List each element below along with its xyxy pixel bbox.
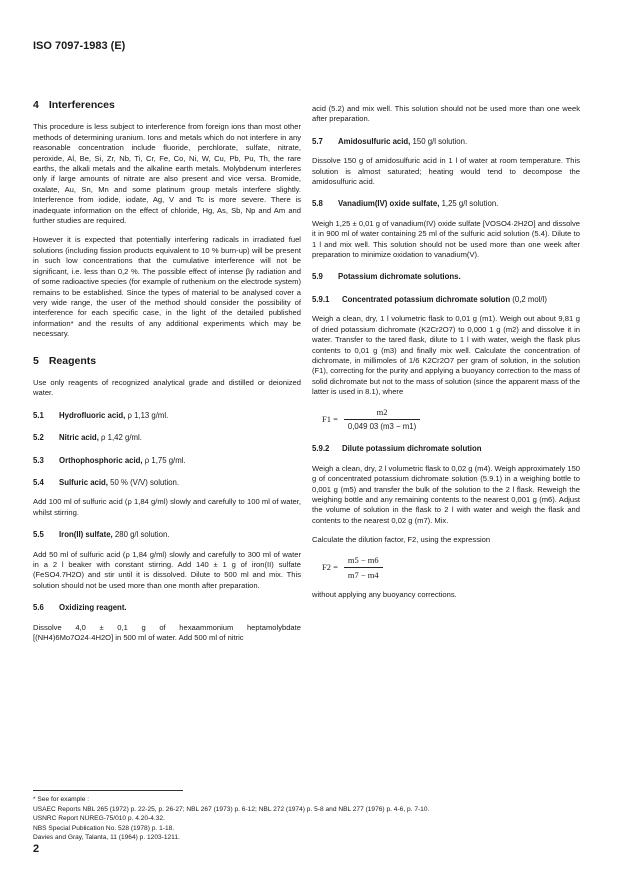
page-number: 2: [33, 843, 40, 855]
footnote-rule: [33, 790, 183, 791]
left-column: [33, 100, 301, 652]
page-header: ISO 7097-1983 (E): [33, 40, 126, 52]
footnote-line-5: Davies and Gray, Talanta, 11 (1964) p. 1203-1211.: [33, 834, 180, 842]
section-4-paragraph-2: However it is expected that potentially interfering radicals in irradiated fuel solutions (including fission products equivalent to 10 % burn-up) will be present in such low concentrations that the cumulative interference will not be significant, i.e. less than 0,2 %. The possible effect of intense βγ radiation and of some radioactive species (for example of ruthenium on the electrode system) remains to be established. Since the types of material to be analysed cover a very wide range, the user of the method should consider the possibility of interference for each specific case, in the light of the detailed published information* and the results of any additional experiments which may be necessary.: [33, 235, 301, 339]
section-5-9-1-heading: 5.9.1 Concentrated potassium dichromate solution (0,2 mol/l): [312, 294, 547, 304]
section-5-paragraph: Use only reagents of recognized analytical grade and distilled or deionized water.: [33, 377, 301, 398]
section-4-paragraph-1: This procedure is less subject to interference from foreign ions than most other methods of determining uranium. Ions and metals which do not interfere in any reasonable concentration include fluoride, perchlorate, sulfate, nitrate, peroxide, Al, Be, Si, Zr, Nb, Ti, Cr, Fe, Co, Ni, W, Cu, Pb, Pu, Th, the rare earths, the alkali metals and the alkaline earth metals. Molybdenum interferes only if large amounts of nitrate are also present and vice versa. Bromide, oxalate, Au, Sn, Mn and some platinum group metals interfere slightly. Interference from iodide, iodate, Ag, V and Tc is more severe. There is inadequate information on the effect of chloride, Hg, As, Sb, Np and Am and further studies are required.: [33, 122, 301, 226]
section-5-7-paragraph: Dissolve 150 g of amidosulfuric acid in 1 l of water at room temperature. This solution is almost saturated; heating would tend to decompose the amidosulfuric acid.: [312, 156, 580, 187]
footnote-line-4: NBS Special Publication No. 528 (1978) p. 1-18.: [33, 824, 175, 832]
continued-paragraph: acid (5.2) and mix well. This solution should not be used more than one week after preparation.: [312, 104, 580, 124]
section-4-heading: 4 Interferences: [33, 99, 115, 111]
section-5-9-2-paragraph-2: Calculate the dilution factor, F2, using the expression: [312, 535, 491, 545]
section-5-7-heading: 5.7 Amidosulfuric acid, 150 g/l solution.: [312, 136, 468, 146]
section-5-heading: 5 Reagents: [33, 354, 97, 367]
section-5-9-2-heading: 5.9.2 Dilute potassium dichromate solution: [312, 444, 482, 454]
section-5-2-heading: 5.2 Nitric acid, ρ 1,42 g/ml.: [33, 433, 142, 443]
right-column: [312, 104, 580, 610]
formula-f2-denominator: m7 − m4: [344, 567, 383, 580]
section-5-5-heading: 5.5 Iron(II) sulfate, 280 g/l solution.: [33, 530, 170, 540]
formula-f2-lhs: F2 =: [322, 562, 338, 573]
section-5-8-paragraph: Weigh 1,25 ± 0,01 g of vanadium(IV) oxide sulfate [VOSO4·2H2O] and dissolve it in 900 ml of water containing 25 ml of the sulfuric acid solution (5.4). Dilute to 1 l and mix well. This solution should not be used more than one week after preparation to minimize oxidation to vanadium(V).: [312, 218, 580, 260]
section-5-9-heading: 5.9 Potassium dichromate solutions.: [312, 272, 461, 282]
footnote-line-3: USNRC Report NUREG-75/010 p. 4.20-4.32.: [33, 815, 165, 823]
section-5-5-paragraph: Add 50 ml of sulfuric acid (ρ 1,84 g/ml) slowly and carefully to 300 ml of water in a 2 l beaker with constant stirring. Add 140 ± 1 g of iron(II) sulfate (FeSO4.7H2O) and stir until it is dissolved. Dilute to 500 ml and mix. This solution should not be used more than one month after preparation.: [33, 549, 301, 590]
formula-f1-denominator: 0,049 03 (m3 − m1): [344, 419, 420, 432]
section-5-9-2-paragraph-3: without applying any buoyancy corrections.: [312, 590, 457, 600]
footnote-line-2: USAEC Reports NBL 265 (1972) p. 22-25, p. 26-27; NBL 267 (1973) p. 6-12; NBL 272 (1974) p. 5-8 and NBL 277 (1976) p. 4-6, p. 7-10.: [33, 805, 430, 813]
section-5-9-1-paragraph: Weigh a clean, dry, 1 l volumetric flask to 0,01 g (m1). Weigh out about 9,81 g of dried potassium dichromate (K2Cr2O7) to 0,000 1 g (m2) and dissolve it in water. Transfer to the tared flask, dilute to 1 l with water, weigh the flask plus contents to 0,01 g (m3) and finally mix well. Calculate the concentration of dichromate, in millimoles of 1/6 K2Cr2O7 per gram of solution, in the solution (F1), correcting for the purity and applying a buoyancy correction to the mass of solid dichromate but not to the mass of solution (since the apparent mass of the latter is used in 8.1), where: [312, 314, 580, 397]
formula-f1: [322, 407, 580, 433]
footnote: [33, 795, 429, 843]
formula-f2: [322, 555, 580, 581]
section-5-8-heading: 5.8 Vanadium(IV) oxide sulfate, 1,25 g/l solution.: [312, 199, 499, 209]
section-5-1-heading: 5.1 Hydrofluoric acid, ρ 1,13 g/ml.: [33, 410, 169, 420]
section-5-9-2-paragraph: Weigh a clean, dry, 2 l volumetric flask to 0,02 g (m4). Weigh approximately 150 g of concentrated potassium dichromate solution (5.9.1) in a weighing bottle to 0,001 g (m5) and transfer the bulk of the solution to the 2 l flask. Reweigh the weighing bottle and any remaining contents to the nearest 0,001 g (m6). Adjust the volume of solution in the flask to 2 l with water and weigh the flask and contents to the nearest 0,02 g (m7). Mix.: [312, 463, 581, 525]
section-5-3-heading: 5.3 Orthophosphoric acid, ρ 1,75 g/ml.: [33, 455, 186, 465]
formula-f1-numerator: m2: [376, 406, 388, 417]
section-5-6-heading: 5.6 Oxidizing reagent.: [33, 603, 127, 613]
section-5-4-paragraph: Add 100 ml of sulfuric acid (ρ 1,84 g/ml) slowly and carefully to 100 ml of water, whilst stirring.: [33, 497, 301, 517]
footnote-line-1: * See for example :: [33, 796, 90, 803]
formula-f2-numerator: m5 − m6: [347, 554, 379, 565]
section-5-6-paragraph: Dissolve 4,0 ± 0,1 g of hexaammonium heptamolybdate [(NH4)6Mo7O24·4H2O] in 500 ml of water. Add 500 ml of nitric: [33, 622, 301, 643]
section-5-4-heading: 5.4 Sulfuric acid, 50 % (V/V) solution.: [33, 477, 180, 487]
formula-f1-lhs: F1 =: [322, 414, 338, 425]
